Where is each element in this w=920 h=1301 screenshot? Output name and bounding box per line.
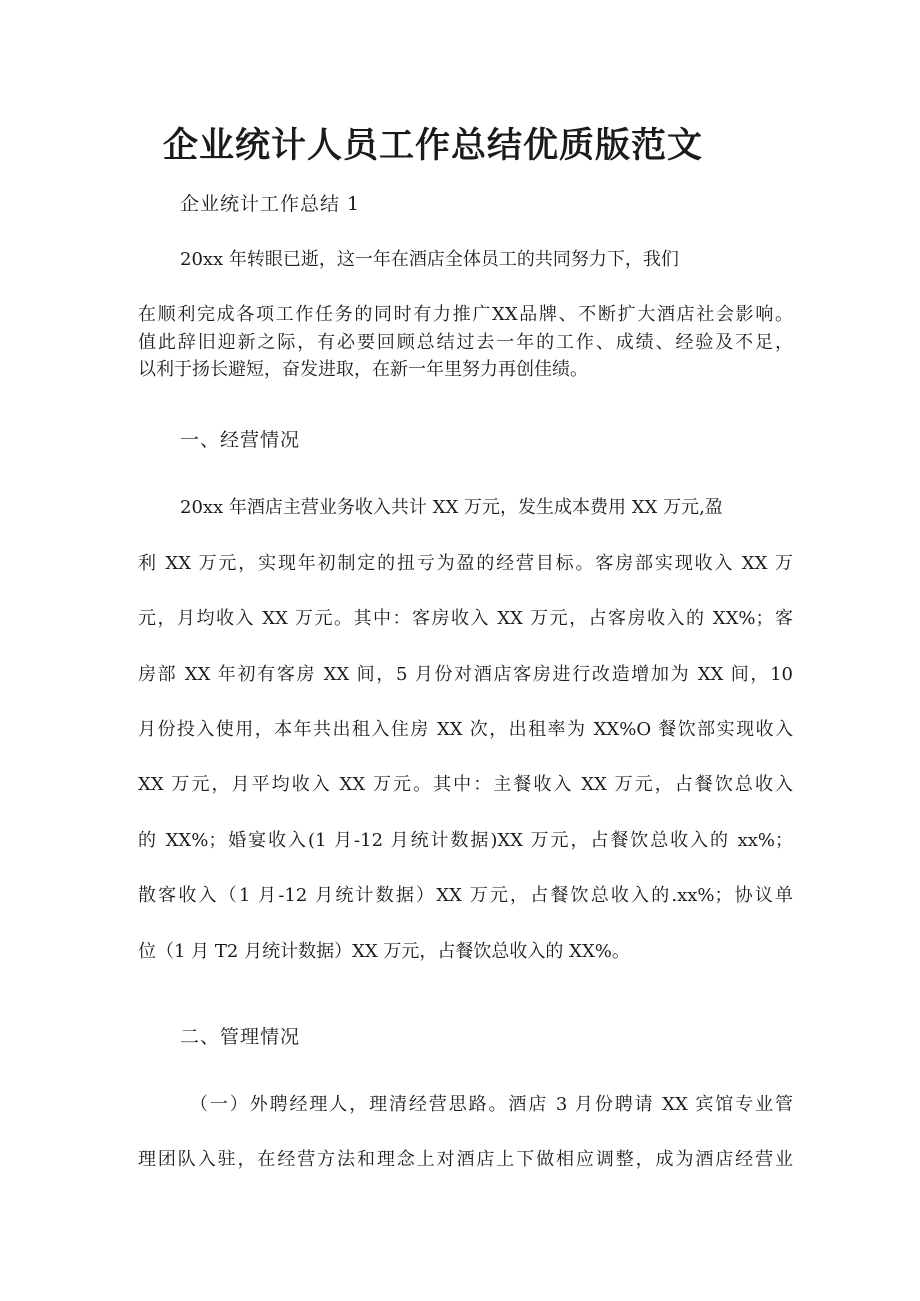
section1-line: 房部 XX 年初有客房 XX 间，5 月份对酒店客房进行改造增加为 XX 间，10 [138, 664, 793, 685]
section1-line: 的 XX%；婚宴收入(1 月-12 月统计数据)XX 万元，占餐饮总收入的 xx%； [138, 830, 793, 851]
section1-line: 散客收入（1 月-12 月统计数据）XX 万元，占餐饮总收入的.xx%；协议单 [138, 885, 793, 906]
document-title: 企业统计人员工作总结优质版范文 [163, 126, 704, 166]
document-subtitle: 企业统计工作总结 1 [180, 193, 361, 215]
section2-line: 理团队入驻，在经营方法和理念上对酒店上下做相应调整，成为酒店经营业 [138, 1149, 793, 1170]
section1-line: XX 万元，月平均收入 XX 万元。其中：主餐收入 XX 万元，占餐饮总收入 [138, 774, 793, 795]
intro-line-1: 20xx 年转眼已逝，这一年在酒店全体员工的共同努力下，我们 [180, 249, 679, 270]
intro-line-2: 在顺利完成各项工作任务的同时有力推广XX品牌、不断扩大酒店社会影响。 [138, 304, 793, 325]
section-heading-operations: 一、经营情况 [180, 429, 301, 451]
section2-line: （一）外聘经理人，理清经营思路。酒店 3 月份聘请 XX 宾馆专业管 [190, 1094, 793, 1115]
section-heading-management: 二、管理情况 [180, 1026, 301, 1048]
intro-line-4: 以利于扬长避短，奋发进取，在新一年里努力再创佳绩。 [138, 359, 588, 380]
section1-line: 位（1 月 T2 月统计数据）XX 万元，占餐饮总收入的 XX%。 [138, 941, 630, 962]
section1-line: 20xx 年酒店主营业务收入共计 XX 万元，发生成本费用 XX 万元,盈 [180, 497, 723, 518]
section1-line: 元，月均收入 XX 万元。其中：客房收入 XX 万元，占客房收入的 XX%；客 [138, 608, 793, 629]
section1-line: 月份投入使用，本年共出租入住房 XX 次，出租率为 XX%O 餐饮部实现收入 [138, 719, 793, 740]
section1-line: 利 XX 万元，实现年初制定的扭亏为盈的经营目标。客房部实现收入 XX 万 [138, 553, 793, 574]
intro-line-3: 值此辞旧迎新之际，有必要回顾总结过去一年的工作、成绩、经验及不足， [138, 332, 793, 353]
